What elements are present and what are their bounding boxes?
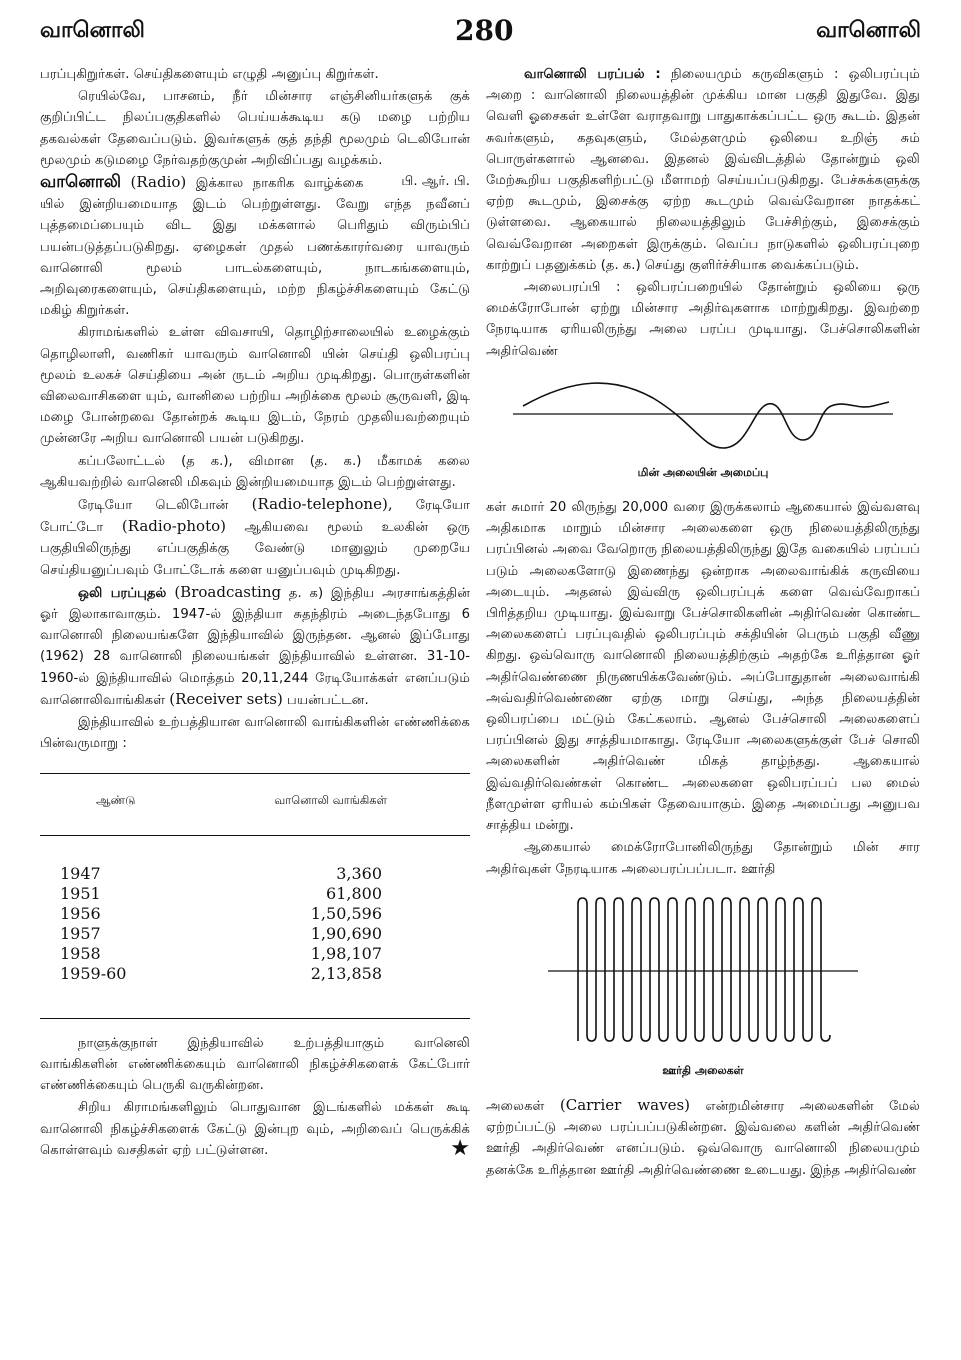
paragraph-text: த. க) இந்திய அரசாங்கத்தின் ஓர் இலாகாவாகும். 1947-ல் இந்தியா சுதந்திரம் அடைந்தபோது 6 வானொலி நிலையங்களே இந்தியாவில் இருந்தன. ஆனல் இப்போது (1962) 28 வானொலி நிலையங்கள் இந்தியாவில் உள்ளன. 31-10-1960-ல் இந்தியாவில் மொத்தம் 20,11,244 ரேடியோக்கள் எனப்படும் வானொலிவாங்கிகள்: [40, 585, 470, 708]
carrier-wave-curve: [578, 898, 830, 1041]
paragraph-text: அலைகள்: [486, 1098, 545, 1114]
table-cell-count: 1,98,107: [310, 943, 382, 963]
paragraph: [40, 494, 470, 581]
table-cell-count: 1,50,596: [310, 903, 382, 923]
table-cell-year: 1958: [60, 943, 101, 963]
table-row: [40, 964, 470, 1019]
entry-headword: வானொலி: [40, 172, 122, 193]
table-cell-count: 61,800: [326, 883, 382, 903]
right-column: [486, 64, 920, 1182]
table-cell-year: 1947: [60, 863, 101, 883]
paragraph: இந்தியாவில் உற்பத்தியான வானொலி வாங்கிகளின் எண்ணிக்கை பின்வருமாறு :: [40, 715, 470, 752]
paragraph-text: நிலையமும் கருவிகளும் : ஒலிபரப்பும் அறை : வானொலி நிலையத்தின் முக்கிய மான பகுதி இதுவே. இது வெளி ஓசைகள் உள்ளே வராதவாறு பாதுகாக்கப்பட்ட ஒரு கூடம். இதன் சுவர்களும், கதவுகளும், மேல்தளமும் ஒலியை உறிஞ் சும் பொருள்களால் ஆனவை. இதனல் இவ்விடத்தில் தோன்றும் ஒலி மேற்கூறிய பகுதிகளிற்பட்டு மீளாமற் செய்யப்படுகிறது. பேச்சுக்களுக்கு ஏற்ற கூடமும், இசைக்கு ஏற்ற கூடமும் வெவ்வேறான நாதக்கட் டுள்ளவை. ஆகையால் நிலையத்திலும் பேச்சிற்கும், இசைக்கும் வெவ்வேறான அறைகள் இருக்கும். வெப்ப நாடுகளில் ஒலிபரப்புறை காற்றுப் பதனுக்கம் (த. க.) செய்து குளிர்ச்சியாக வைக்கப்படும்.: [486, 67, 920, 273]
english-term: (Carrier waves): [559, 1095, 691, 1114]
wave-curve: [523, 383, 889, 448]
table-header-receivers: வானொலி வாங்கிகள்: [191, 773, 470, 835]
table-cell-count: 2,13,858: [191, 964, 470, 1019]
table-cell-year: 1956: [60, 903, 101, 923]
table-row: [40, 944, 470, 964]
paragraph-text: ரெயில்வே, பாசனம், நீர் மின்சார எஞ்சினியர்களுக் குக் குறிப்பிட்ட நிலப்பகுதிகளில் பெய்யக்கூடிய கடு மழை பற்றிய தகவல்கள் தேவைப்படும். இவர்களுக் குத் தந்தி மூலமும் டெலிபோன் மூலமும் கடுமழை நேர்வதற்குமுன் அறிவிப்பது வழக்கம்.: [40, 89, 470, 168]
table-cell-count: 1,90,690: [310, 923, 382, 943]
running-head-right: வானொலி: [816, 18, 921, 43]
paragraph: அலைபரப்பி : ஒலிபரப்பறையில் தோன்றும் ஒலியை ஒரு மைக்ரோபோன் ஏற்று மின்சார அதிர்வுகளாக மாற்றுகிறது. இவற்றை நேரடியாக ஏரியலிருந்து அலை பரப்ப முடியாது. பேச்சொலிகளின் அதிர்வெண்: [486, 280, 920, 359]
english-term: (Broadcasting: [174, 582, 282, 601]
entry-radio: [40, 172, 470, 321]
electric-wave-diagram: [513, 368, 893, 458]
author-initials: பி. ஆர். பி.: [401, 174, 470, 190]
table-row: [40, 904, 470, 924]
paragraph: கிராமங்களில் உள்ள விவசாயி, தொழிற்சாலையில் உழைக்கும் தொழிலாளி, வணிகர் யாவரும் வானொலி யின் செய்தி ஒலிபரப்பு மூலம் உலகச் செய்தியை அன் ருடம் அறிய முடிகிறது. பொருள்களின் விலைவாசிகளை யும், வானிலை பற்றிய அறிக்கை மூலம் சூருவளி, இடி மழை போன்றவை தோன்றக் கூடிய இடம், நேரம் முதலியவற்றையும் முன்னரே அறிய வானொலி பயன் படுகிறது.: [40, 325, 470, 447]
paragraph-text: பயன்பட்டன.: [287, 692, 369, 708]
star-icon: ★: [450, 1135, 470, 1161]
left-column: [40, 64, 470, 1162]
table-cell-count: 3,360: [336, 863, 382, 883]
paragraph: [40, 582, 470, 711]
table-row: [40, 884, 470, 904]
subheading: ஒலி பரப்புதல்: [78, 585, 167, 601]
paragraph-text: சிறிய கிராமங்களிலும் பொதுவான இடங்களில் மக்கள் கூடி வானொலி நிகழ்ச்சிகளைக் கேட்டு இன்புற வும், அறிவைப் பெருக்கிக் கொள்ளவும் வசதிகள் ஏற் பட்டுள்ளன.: [40, 1100, 470, 1158]
paragraph: [486, 1095, 920, 1181]
paragraph: பரப்புகிறுர்கள். செய்திகளையும் எழுதி அனுப்பு கிறுர்கள்.: [40, 67, 379, 82]
paragraph: நாளுக்குநாள் இந்தியாவில் உற்பத்தியாகும் வானெலி வாங்கிகளின் எண்ணிக்கையும் வானொலி நிகழ்ச்சிகளைக் கேட்போர் எண்ணிக்கையும் பெருகி வருகின்றன.: [40, 1035, 470, 1094]
table-row: [40, 924, 470, 944]
english-term: (Radio-telephone),: [251, 495, 393, 514]
table-cell-year: 1957: [60, 923, 101, 943]
paragraph-text: என்றமின்சார அலைகளின் மேல் ஏற்றப்பட்டு அலை பரப்பப்படுகின்றன. இவ்வலை களின் அதிர்வெண் ஊர்தி அதிர்வெண் எனப்படும். ஒவ்வொரு வானொலி நிலையமும் தனக்கே உரித்தான ஊர்தி அதிர்வெண்ணை உடையது. இந்த அதிர்வெண்: [486, 1098, 920, 1178]
figure-caption: மின் அலையின் அமைப்பு: [637, 465, 769, 479]
running-head-left: வானொலி: [40, 18, 145, 43]
carrier-wave-diagram: [548, 886, 858, 1056]
paragraph: கப்பலோட்டல் (த க.), விமான (த. க.) மீகாமக் கலை ஆகியவற்றில் வானெலி மிகவும் இன்றியமையாத இடம் பெற்றுள்ளது.: [40, 453, 470, 490]
page-number: 280: [455, 14, 514, 47]
table-cell-year: 1951: [60, 883, 101, 903]
english-term: (Radio-photo): [121, 517, 226, 536]
english-term: (Receiver sets): [169, 689, 283, 708]
paragraph: [40, 1097, 470, 1161]
paragraph: ஆகையால் மைக்ரோபோனிலிருந்து தோன்றும் மின் சார அதிர்வுகள் நேரடியாக அலைபரப்பப்படா. ஊர்தி: [486, 840, 920, 877]
paragraph-text: இக்கால நாகரிக வாழ்க்கை யில் இன்றியமையாத இடம் பெற்றுள்ளது. வேறு எந்த நவீனப் புத்தமைப்பையும் விட இது மக்களால் பெரிதும் விரும்பிப் பயன்படுத்தப்படுகிறது. ஏழைகள் முதல் பணக்காரர்வரை யாவரும் வானொலி மூலம் பாடல்களையும், நாடகங்களையும், அறிவுரைகளையும், செய்திகளையும், மற்ற நிகழ்ச்சிகளையும் கேட்டு மகிழ் கிறுர்கள்.: [40, 176, 470, 319]
subheading: வானொலி பரப்பல் :: [524, 67, 661, 82]
figure-caption: ஊர்தி அலைகள்: [662, 1063, 744, 1077]
receiver-production-table: [40, 773, 470, 1019]
term: ரேடியோ டெலிபோன்: [78, 498, 229, 514]
table-cell-year: 1959-60: [40, 964, 191, 1019]
paragraph-text: ஆகியவை மூலம் உலகின் ஒரு பகுதியிலிருந்து எப்பகுதிக்கு வேண்டு மானுலும் முறையே செய்தியனுப்பவும் போட்டோக் களை யனுப்பவும் முடிகிறது.: [40, 520, 470, 578]
table-row: [40, 835, 470, 884]
table-header-year: ஆண்டு: [40, 773, 191, 835]
paragraph: [486, 64, 920, 276]
entry-english-term: (Radio): [130, 173, 187, 192]
paragraph: கள் சுமார் 20 லிருந்து 20,000 வரை இருக்கலாம் ஆகையால் இவ்வளவு அதிகமாக மாறும் மின்சார அலைகளை ஒரு நிலையத்திலிருந்து பரப்பினல் அவை வேறொரு நிலையத்திலிருந்து இதே வகையில் பரப்பப் படும் அலைகளோடு இணைந்து ஒன்றாக அலைவாங்கிக் கருவியை அடையும். அதனல் இவ்விரு ஒலிபரப்புக் களை வெவ்வேறாகப் பிரித்தறிய முடியாது. இவ்வாறு பேச்சொலிகளின் அதிர்வெண் கொண்ட அலைகளைப் பரப்புவதில் ஒலிபரப்பும் சக்தியின் பெரும் பகுதி வீணு கிறது. ஒவ்வொரு வானொலி நிலையத்திற்கும் அதற்கே உரித்தான ஓர் அதிர்வெண்ணை நிருணயிக்கவேண்டும். அப்போதுதான் அலைவாங்கி அவ்வதிர்வெண்ணை ஏற்கு மாறு செய்து, அந்த நிலையத்தின் ஒலிபரப்பை மட்டும் கேட்கலாம். ஆனல் பேச்சொலி அலைகளைப் பரப்பினல் இது சாத்தியமாகாது. ரேடியோ அலைகளுக்குள் பேச் சொலி அலைகளின் அதிர்வெண் மிகத் தாழ்ந்தது. ஆகையால் இவ்வதிர்வெண்கள் கொண்ட அலைகளை ஒலிபரப்பப் பல மைல் நீளமுள்ள ஏரியல் கம்பிகள் தேவையாகும். இதை அமைப்பது அனுபவ சாத்திய மன்று.: [486, 500, 920, 834]
term: ரேடியோ போட்டோ: [40, 498, 470, 536]
